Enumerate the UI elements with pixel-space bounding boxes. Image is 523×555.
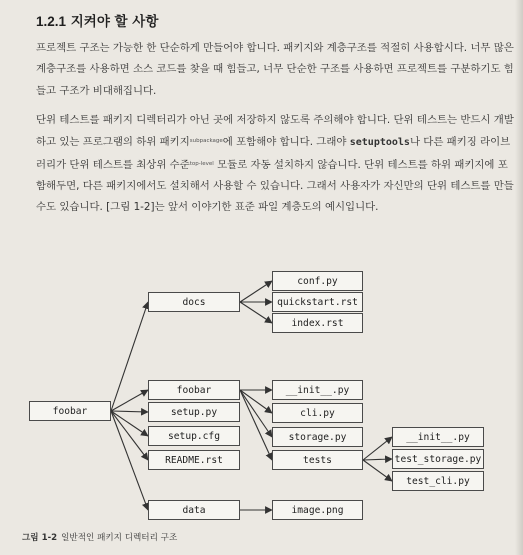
edge-docs-index <box>240 302 272 323</box>
node-docs: docs <box>148 292 240 312</box>
edge-root-readme <box>111 411 148 460</box>
node-foobar-package: foobar <box>148 380 240 400</box>
node-storage-py: storage.py <box>272 427 363 447</box>
edge-tests-test-cli <box>363 460 392 481</box>
edge-tests-test-storage <box>363 459 392 460</box>
node-readme: README.rst <box>148 450 240 470</box>
node-test-cli-py: test_cli.py <box>392 471 484 491</box>
node-conf-py: conf.py <box>272 271 363 291</box>
node-index-rst: index.rst <box>272 313 363 333</box>
node-test-storage-py: test_storage.py <box>392 449 484 469</box>
section-title: 지켜야 할 사항 <box>70 14 159 30</box>
figure-caption-text: 일반적인 패키지 디렉터리 구조 <box>61 533 178 543</box>
node-cli-py: cli.py <box>272 403 363 423</box>
p2-text-c: 나 다른 패키징 라이브러리가 단위 테스트를 최상위 수준 <box>36 136 511 171</box>
edge-root-data <box>111 411 148 510</box>
p2-superscript-subpackage: subpackage <box>189 138 223 145</box>
node-setup-cfg: setup.cfg <box>148 426 240 446</box>
paragraph-structure: 프로젝트 구조는 가능한 한 단순하게 만들어야 합니다. 패키지와 계층구조를 적절히 사용합시다. 너무 많은 계층구조를 사용하면 소스 코드를 찾을 때 힘들고, 너무 단순한 구조를 사용하면 프로젝트를 구분하기도 힘들고 구조가 비대해집니다. <box>36 42 514 97</box>
p2-superscript-top-level: top-level <box>189 160 214 167</box>
figure-label: 그림 1-2 <box>22 533 58 543</box>
node-data: data <box>148 500 240 520</box>
edge-docs-conf <box>240 281 272 302</box>
p2-text-a: 단위 테스트를 패키지 디렉터리가 아닌 곳에 저장하지 않도록 주의해야 합니다. 단위 테스트는 반드시 개발하고 있는 프로그램의 하위 패키지 <box>36 114 514 149</box>
node-tests: tests <box>272 450 363 470</box>
node-init-py-package: __init__.py <box>272 380 363 400</box>
figure-caption <box>22 531 177 543</box>
edge-root-setup-py <box>111 411 148 412</box>
edge-root-setup-cfg <box>111 411 148 436</box>
p2-code-setuptools: setuptools <box>349 137 410 149</box>
edge-pkg-tests <box>240 390 272 460</box>
node-setup-py: setup.py <box>148 402 240 422</box>
edge-pkg-storage <box>240 390 272 437</box>
p2-text-b: 에 포함해야 합니다. 그래야 <box>222 136 350 149</box>
node-init-py-tests: __init__.py <box>392 427 484 447</box>
node-quickstart-rst: quickstart.rst <box>272 292 363 312</box>
node-foobar-root: foobar <box>29 401 111 421</box>
node-image-png: image.png <box>272 500 363 520</box>
edge-root-docs <box>111 302 148 411</box>
edge-tests-init <box>363 437 392 460</box>
p2-text-d: 모듈로 자동 설치하지 않습니다. 단위 테스트를 하위 패키지에 포함해두면, 다른 패키지에서도 설치해서 사용할 수 있습니다. 그래서 사용자가 자신만의 단위 테스트를 만들 수도 있습니다. [그림 1-2]는 앞서 이야기한 표준 파일 계층도의 예시입니다. <box>36 158 514 214</box>
page-edge-shadow <box>515 0 523 555</box>
section-number: 1.2.1 <box>36 14 67 29</box>
